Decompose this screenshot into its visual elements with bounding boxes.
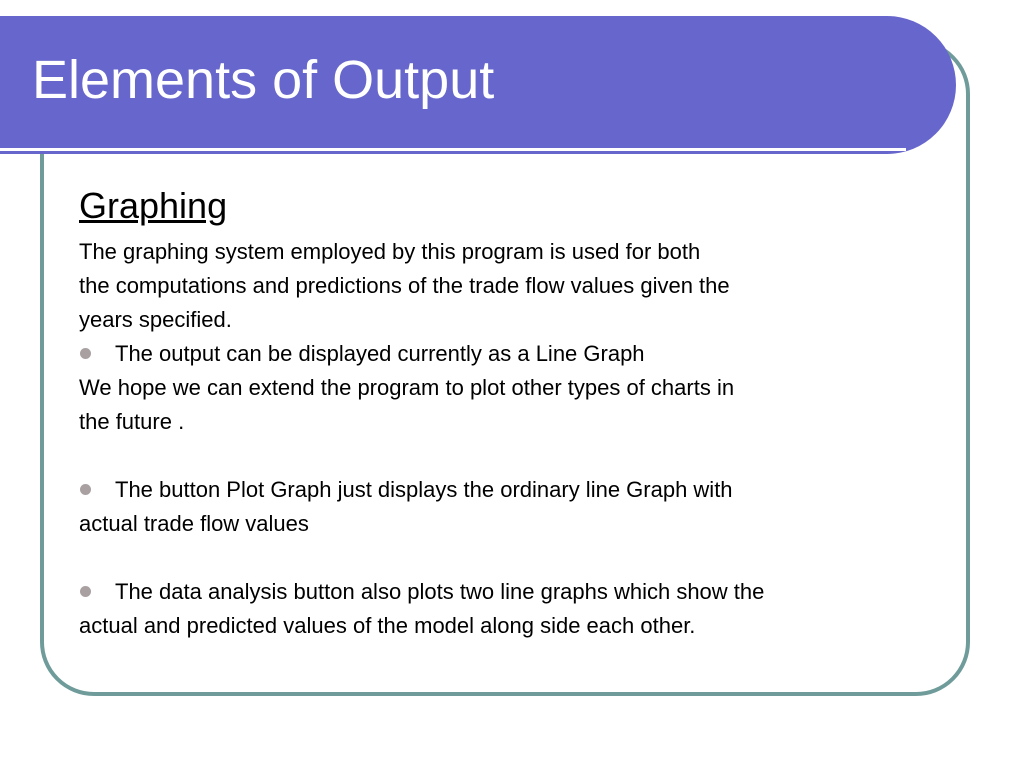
extend-line-2: the future .	[79, 409, 185, 434]
data-analysis-continuation: actual and predicted values of the model along side each other.	[79, 613, 696, 638]
section-heading: Graphing	[79, 185, 228, 226]
slide-title: Elements of Output	[32, 50, 495, 110]
bullet-item-plot-graph	[79, 473, 939, 507]
extend-line-1: We hope we can extend the program to plot other types of charts in	[79, 375, 735, 400]
bullet-text-plot-graph: The button Plot Graph just displays the ordinary line Graph with	[115, 477, 733, 502]
bullet-dot-icon	[80, 484, 91, 495]
bullet-text-data-analysis: The data analysis button also plots two line graphs which show the	[115, 579, 765, 604]
bullet-text-line-graph: The output can be displayed currently as a Line Graph	[115, 341, 645, 366]
title-underline	[0, 148, 906, 151]
intro-line-2: the computations and predictions of the trade flow values given the	[79, 273, 730, 298]
intro-line-1: The graphing system employed by this program is used for both	[79, 239, 701, 264]
spacer	[79, 541, 939, 575]
bullet-dot-icon	[80, 586, 91, 597]
bullet-item-data-analysis	[79, 575, 939, 609]
plot-graph-continuation: actual trade flow values	[79, 511, 309, 536]
bullet-item-line-graph	[79, 337, 939, 371]
slide-body	[79, 183, 939, 643]
spacer	[79, 439, 939, 473]
intro-line-3: years specified.	[79, 307, 232, 332]
bullet-dot-icon	[80, 348, 91, 359]
